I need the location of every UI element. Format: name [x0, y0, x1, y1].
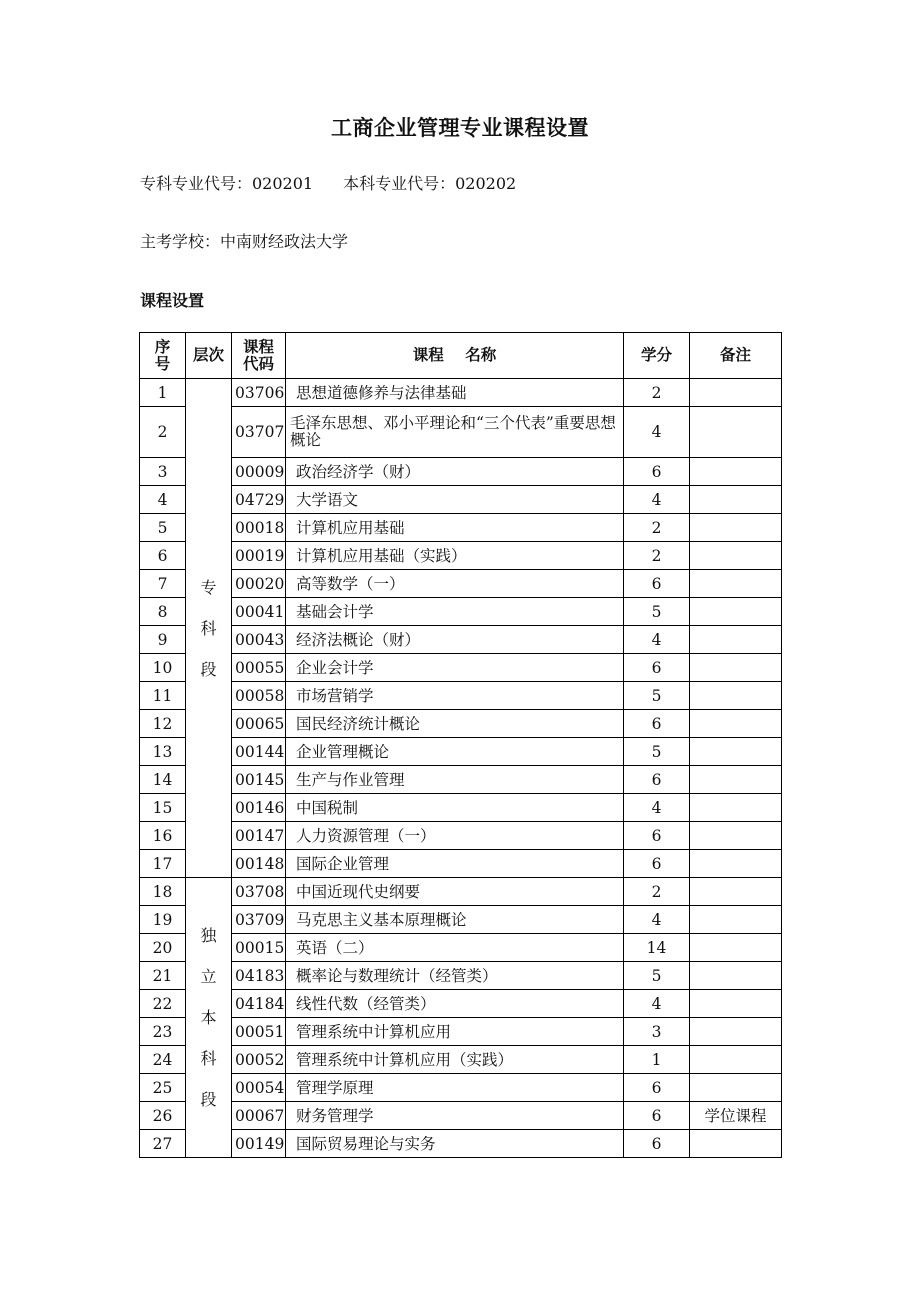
table-row: 15 00146 中国税制 4 — [140, 794, 782, 822]
header-index: 序号 — [140, 333, 186, 379]
note-degree-course: 学位课程 — [690, 1102, 782, 1130]
table-row: 24 00052 管理系统中计算机应用（实践） 1 — [140, 1046, 782, 1074]
table-row: 12 00065 国民经济统计概论 6 — [140, 710, 782, 738]
table-row: 19 03709 马克思主义基本原理概论 4 — [140, 906, 782, 934]
table-row: 1 专科段 03706 思想道德修养与法律基础 2 — [140, 379, 782, 407]
table-row: 13 00144 企业管理概论 5 — [140, 738, 782, 766]
course-table — [139, 332, 782, 1158]
level-cell-benke: 独立本科段 — [186, 878, 232, 1158]
table-row: 25 00054 管理学原理 6 — [140, 1074, 782, 1102]
header-level: 层次 — [186, 333, 232, 379]
table-header-row — [140, 333, 782, 379]
host-school: 主考学校：中南财经政法大学 — [140, 232, 349, 251]
table-row: 6 00019 计算机应用基础（实践） 2 — [140, 542, 782, 570]
table-row: 22 04184 线性代数（经管类） 4 — [140, 990, 782, 1018]
header-credit: 学分 — [624, 333, 690, 379]
table-row: 16 00147 人力资源管理（一） 6 — [140, 822, 782, 850]
document-title: 工商企业管理专业课程设置 — [331, 116, 589, 140]
table-row: 9 00043 经济法概论（财） 4 — [140, 626, 782, 654]
table-row: 17 00148 国际企业管理 6 — [140, 850, 782, 878]
table-row: 11 00058 市场营销学 5 — [140, 682, 782, 710]
table-row: 7 00020 高等数学（一） 6 — [140, 570, 782, 598]
level-cell-zhuanke: 专科段 — [186, 379, 232, 878]
table-row: 3 00009 政治经济学（财） 6 — [140, 458, 782, 486]
table-row: 27 00149 国际贸易理论与实务 6 — [140, 1130, 782, 1158]
table-row: 10 00055 企业会计学 6 — [140, 654, 782, 682]
table-row: 4 04729 大学语文 4 — [140, 486, 782, 514]
table-row: 20 00015 英语（二） 14 — [140, 934, 782, 962]
table-row: 18 独立本科段 03708 中国近现代史纲要 2 — [140, 878, 782, 906]
table-row: 14 00145 生产与作业管理 6 — [140, 766, 782, 794]
table-row: 23 00051 管理系统中计算机应用 3 — [140, 1018, 782, 1046]
table-row: 26 00067 财务管理学 6 学位课程 — [140, 1102, 782, 1130]
header-name: 课程 名称 — [286, 333, 624, 379]
header-code: 课程代码 — [232, 333, 286, 379]
table-row: 21 04183 概率论与数理统计（经管类） 5 — [140, 962, 782, 990]
table-row: 5 00018 计算机应用基础 2 — [140, 514, 782, 542]
table-row: 8 00041 基础会计学 5 — [140, 598, 782, 626]
section-heading: 课程设置 — [140, 291, 205, 310]
table-row: 2 03707 毛泽东思想、邓小平理论和“三个代表”重要思想概论 4 — [140, 407, 782, 458]
benke-code: 本科专业代号：020202 — [343, 174, 517, 193]
zhuanke-code: 专科专业代号：020201 — [140, 174, 314, 193]
header-note: 备注 — [690, 333, 782, 379]
program-codes-line — [140, 171, 516, 194]
